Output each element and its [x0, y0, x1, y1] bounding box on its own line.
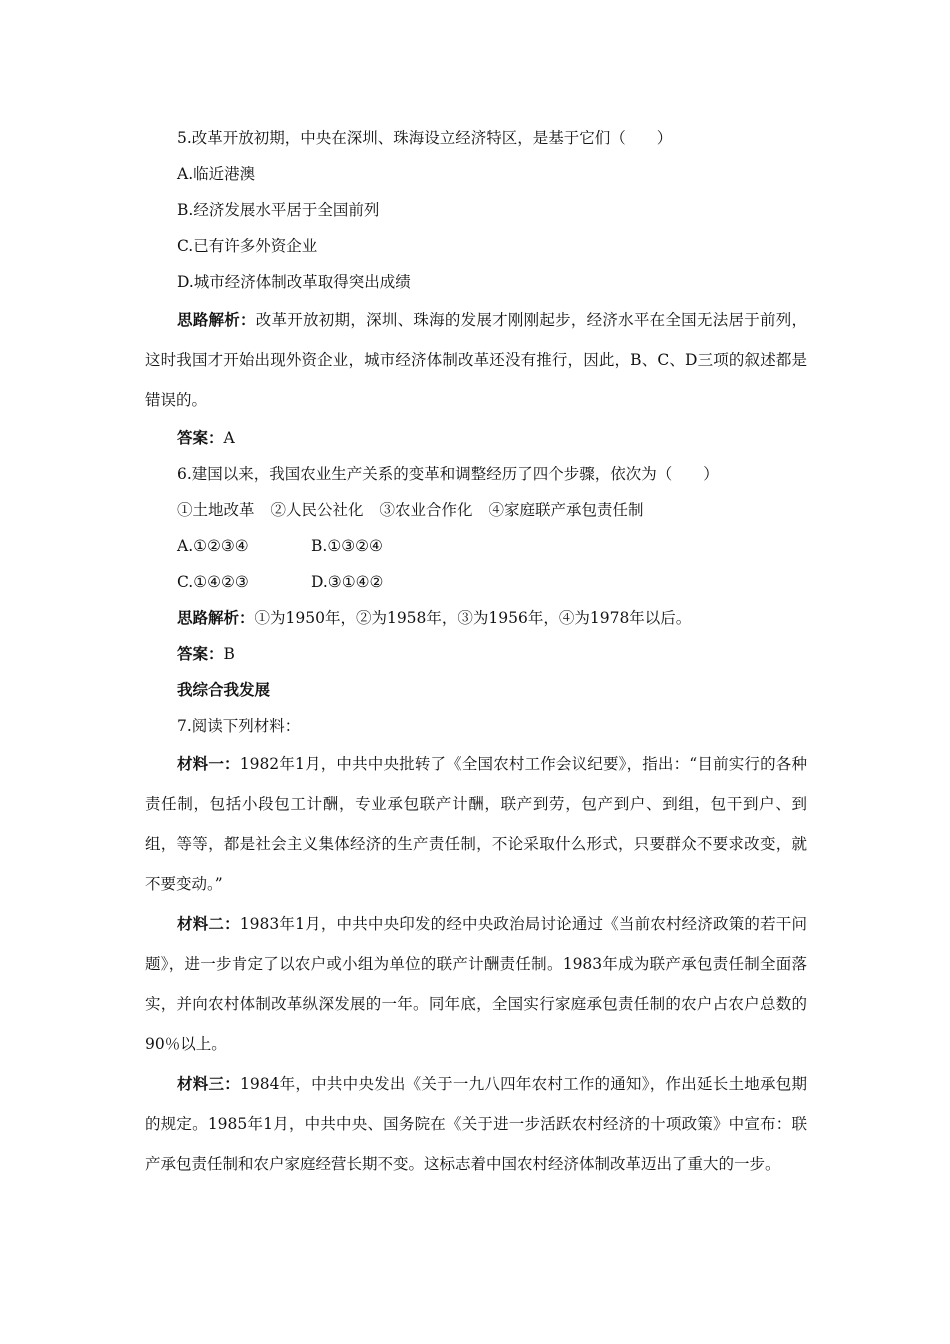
q7-material-3	[145, 1064, 807, 1184]
material-1-text: 1982年1月，中共中央批转了《全国农村工作会议纪要》，指出：“目前实行的各种责任制，包括小段包工计酬，专业承包联产计酬，联产到劳，包产到户、到组，包干到户、到组，等等，都是社会主义集体经济的生产责任制，不论采取什么形式，只要群众不要求改变，就不要变动。”	[145, 755, 807, 893]
q5-option-c: C.已有许多外资企业	[177, 237, 318, 255]
q5-option-a: A.临近港澳	[177, 165, 256, 183]
section-title: 我综合我发展	[177, 681, 271, 699]
q7-material-2	[145, 904, 807, 1064]
q6-item-1: ①土地改革	[177, 501, 255, 519]
q5-analysis-text: 改革开放初期，深圳、珠海的发展才刚刚起步，经济水平在全国无法居于前列，这时我国才开始出现外资企业，城市经济体制改革还没有推行，因此，B、C、D三项的叙述都是错误的。	[145, 311, 807, 409]
q6-option-d: D.③①④②	[311, 573, 384, 591]
material-1-label: 材料一：	[177, 755, 240, 773]
q5-answer-value: A	[223, 429, 235, 447]
q6-item-4: ④家庭联产承包责任制	[488, 501, 644, 519]
material-3-text: 1984年，中共中央发出《关于一九八四年农村工作的通知》，作出延长土地承包期的规定。1985年1月，中共中央、国务院在《关于进一步活跃农村经济的十项政策》中宣布：联产承包责任制和农户家庭经营长期不变。这标志着中国农村经济体制改革迈出了重大的一步。	[145, 1075, 807, 1173]
q6-stem: 6.建国以来，我国农业生产关系的变革和调整经历了四个步骤，依次为（ ）	[177, 465, 719, 483]
material-3-label: 材料三：	[177, 1075, 240, 1093]
q5-option-d: D.城市经济体制改革取得突出成绩	[177, 273, 411, 291]
q6-answer-value: B	[223, 645, 235, 663]
q7-material-1	[145, 744, 807, 904]
q5-answer	[145, 420, 807, 456]
q6-items	[145, 492, 807, 528]
q6-answer	[145, 636, 807, 672]
q6-options-row-1	[145, 528, 807, 564]
q6-analysis-text: ①为1950年，②为1958年，③为1956年，④为1978年以后。	[254, 609, 692, 627]
q6-analysis-label: 思路解析：	[177, 609, 255, 627]
q6-answer-label: 答案：	[177, 645, 224, 663]
q6-option-b: B.①③②④	[311, 537, 383, 555]
q6-option-c: C.①④②③	[177, 573, 249, 591]
document-content	[145, 120, 807, 1184]
q6-option-a: A.①②③④	[177, 537, 249, 555]
material-2-text: 1983年1月，中共中央印发的经中央政治局讨论通过《当前农村经济政策的若干问题》，进一步肯定了以农户或小组为单位的联产计酬责任制。1983年成为联产承包责任制全面落实，并向农村体制改革纵深发展的一年。同年底，全国实行家庭承包责任制的农户占农户总数的90％以上。	[145, 915, 807, 1053]
q5-stem: 5.改革开放初期，中央在深圳、珠海设立经济特区，是基于它们（ ）	[177, 129, 673, 147]
q5-analysis-label: 思路解析：	[177, 311, 256, 329]
q5-option-b: B.经济发展水平居于全国前列	[177, 201, 380, 219]
q6-analysis	[145, 600, 807, 636]
material-2-label: 材料二：	[177, 915, 240, 933]
q6-options-row-2	[145, 564, 807, 600]
q7-stem: 7.阅读下列材料：	[177, 717, 301, 735]
q5-answer-label: 答案：	[177, 429, 224, 447]
q5-analysis	[145, 300, 807, 420]
q6-item-2: ②人民公社化	[270, 501, 364, 519]
q6-item-3: ③农业合作化	[379, 501, 473, 519]
